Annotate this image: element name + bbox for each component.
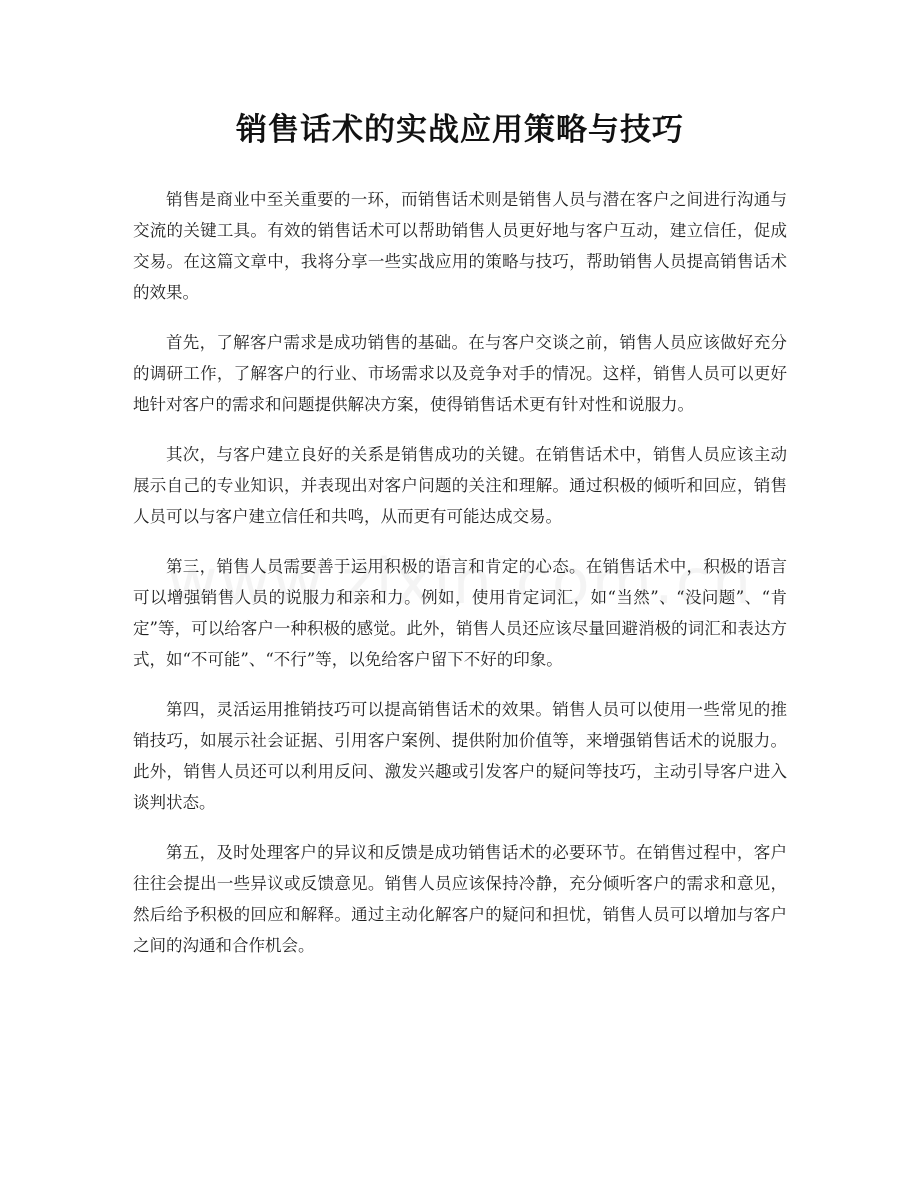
paragraph-third: 第三，销售人员需要善于运用积极的语言和肯定的心态。在销售话术中，积极的语言可以增强销售人员的说服力和亲和力。例如，使用肯定词汇，如“当然”、“没问题”、“肯定”等，可以给客户一种积极的感觉。此外，销售人员还应该尽量回避消极的词汇和表达方式，如“不可能”、“不行”等，以免给客户留下不好的印象。 [133, 557, 787, 669]
paragraph-second: 其次，与客户建立良好的关系是销售成功的关键。在销售话术中，销售人员应该主动展示自己的专业知识，并表现出对客户问题的关注和理解。通过积极的倾听和回应，销售人员可以与客户建立信任和共鸣，从而更有可能达成交易。 [133, 445, 787, 526]
document-title: 销售话术的实战应用策略与技巧 [236, 112, 684, 148]
paragraph-intro: 销售是商业中至关重要的一环，而销售话术则是销售人员与潜在客户之间进行沟通与交流的关键工具。有效的销售话术可以帮助销售人员更好地与客户互动，建立信任，促成交易。在这篇文章中，我将分享一些实战应用的策略与技巧，帮助销售人员提高销售话术的效果。 [133, 190, 787, 302]
paragraph-fifth: 第五，及时处理客户的异议和反馈是成功销售话术的必要环节。在销售过程中，客户往往会提出一些异议或反馈意见。销售人员应该保持冷静，充分倾听客户的需求和意见，然后给予积极的回应和解释。通过主动化解客户的疑问和担忧，销售人员可以增加与客户之间的沟通和合作机会。 [133, 843, 787, 955]
paragraph-first: 首先，了解客户需求是成功销售的基础。在与客户交谈之前，销售人员应该做好充分的调研工作，了解客户的行业、市场需求以及竞争对手的情况。这样，销售人员可以更好地针对客户的需求和问题提供解决方案，使得销售话术更有针对性和说服力。 [133, 333, 787, 414]
paragraph-fourth: 第四，灵活运用推销技巧可以提高销售话术的效果。销售人员可以使用一些常见的推销技巧，如展示社会证据、引用客户案例、提供附加价值等，来增强销售话术的说服力。此外，销售人员还可以利用反问、激发兴趣或引发客户的疑问等技巧，主动引导客户进入谈判状态。 [133, 700, 787, 812]
document-body [133, 184, 787, 980]
